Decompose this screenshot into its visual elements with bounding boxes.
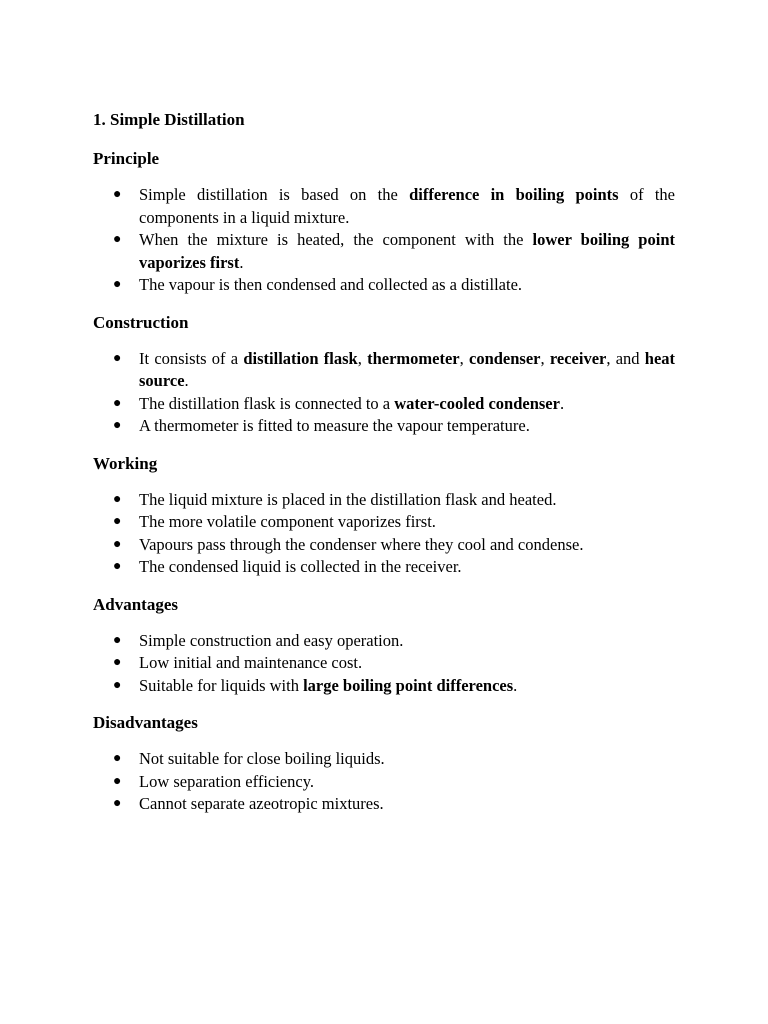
list-item: ● The liquid mixture is placed in the distillation flask and heated. (93, 489, 675, 512)
bold-term: heat source (139, 348, 676, 390)
list-item: ● Simple distillation is based on the difference in boiling points of the components in a liquid mixture. (113, 185, 675, 227)
section-heading-principle: Principle (93, 149, 160, 168)
bullet-icon: ● (113, 491, 122, 507)
bold-term: thermometer (367, 348, 460, 368)
bold-term: condenser (469, 348, 541, 368)
list-item: ● Not suitable for close boiling liquids. (93, 748, 675, 771)
section-heading-advantages: Advantages (93, 594, 179, 614)
bullet-list-principle (93, 184, 675, 297)
bullet-icon: ● (113, 277, 122, 292)
bold-term: lower boiling point vaporizes first (139, 230, 675, 272)
bullet-icon: ● (113, 232, 122, 247)
bullet-icon: ● (113, 418, 122, 433)
bullet-icon: ● (113, 773, 122, 789)
bullet-icon: ● (113, 796, 122, 811)
list-item: ● Low initial and maintenance cost. (93, 652, 675, 675)
list-item: ● When the mixture is heated, the component with the lower boiling point vaporizes first. (113, 230, 675, 272)
bullet-icon: ● (113, 751, 122, 766)
bullet-list-disadvantages (93, 748, 675, 816)
bold-term: water-cooled condenser (394, 393, 560, 413)
bullet-list-construction (93, 348, 675, 438)
bullet-list-working (93, 489, 675, 579)
bullet-icon: ● (113, 559, 122, 574)
bullet-list-advantages (93, 630, 675, 698)
bullet-icon: ● (113, 187, 122, 202)
list-item: ● The more volatile component vaporizes first. (93, 511, 675, 534)
list-item: ● The distillation flask is connected to a water-cooled condenser. (93, 393, 675, 416)
list-item: ● A thermometer is fitted to measure the vapour temperature. (93, 415, 675, 438)
bullet-icon: ● (113, 677, 122, 693)
list-item: ● The condensed liquid is collected in the receiver. (93, 556, 675, 579)
list-item: ● Simple construction and easy operation. (93, 630, 675, 653)
bullet-icon: ● (113, 632, 122, 648)
bullet-icon: ● (113, 395, 122, 411)
list-item: ● Cannot separate azeotropic mixtures. (93, 793, 675, 816)
section-heading-disadvantages: Disadvantages (93, 713, 198, 732)
page-title: 1. Simple Distillation (93, 110, 245, 129)
document-content (93, 108, 675, 830)
bullet-icon: ● (113, 350, 122, 366)
list-item: ● The vapour is then condensed and collected as a distillate. (93, 274, 675, 297)
bold-term: difference in boiling points (409, 185, 619, 204)
section-heading-construction: Construction (93, 312, 189, 332)
list-item: ● Low separation efficiency. (93, 771, 675, 794)
bold-term: receiver (549, 348, 607, 368)
bold-term: large boiling point differences (303, 675, 514, 695)
bullet-icon: ● (113, 536, 122, 552)
list-item: ● Suitable for liquids with large boiling point differences. (93, 675, 675, 698)
sections-container (93, 147, 675, 816)
list-item: ● Vapours pass through the condenser where they cool and condense. (93, 534, 675, 557)
list-item: ● It consists of a distillation flask, thermometer, condenser, receiver, and heat source. (113, 348, 676, 390)
bullet-icon: ● (113, 655, 122, 670)
bullet-icon: ● (113, 514, 122, 529)
bold-term: distillation flask (243, 348, 358, 368)
section-heading-working: Working (93, 453, 158, 473)
